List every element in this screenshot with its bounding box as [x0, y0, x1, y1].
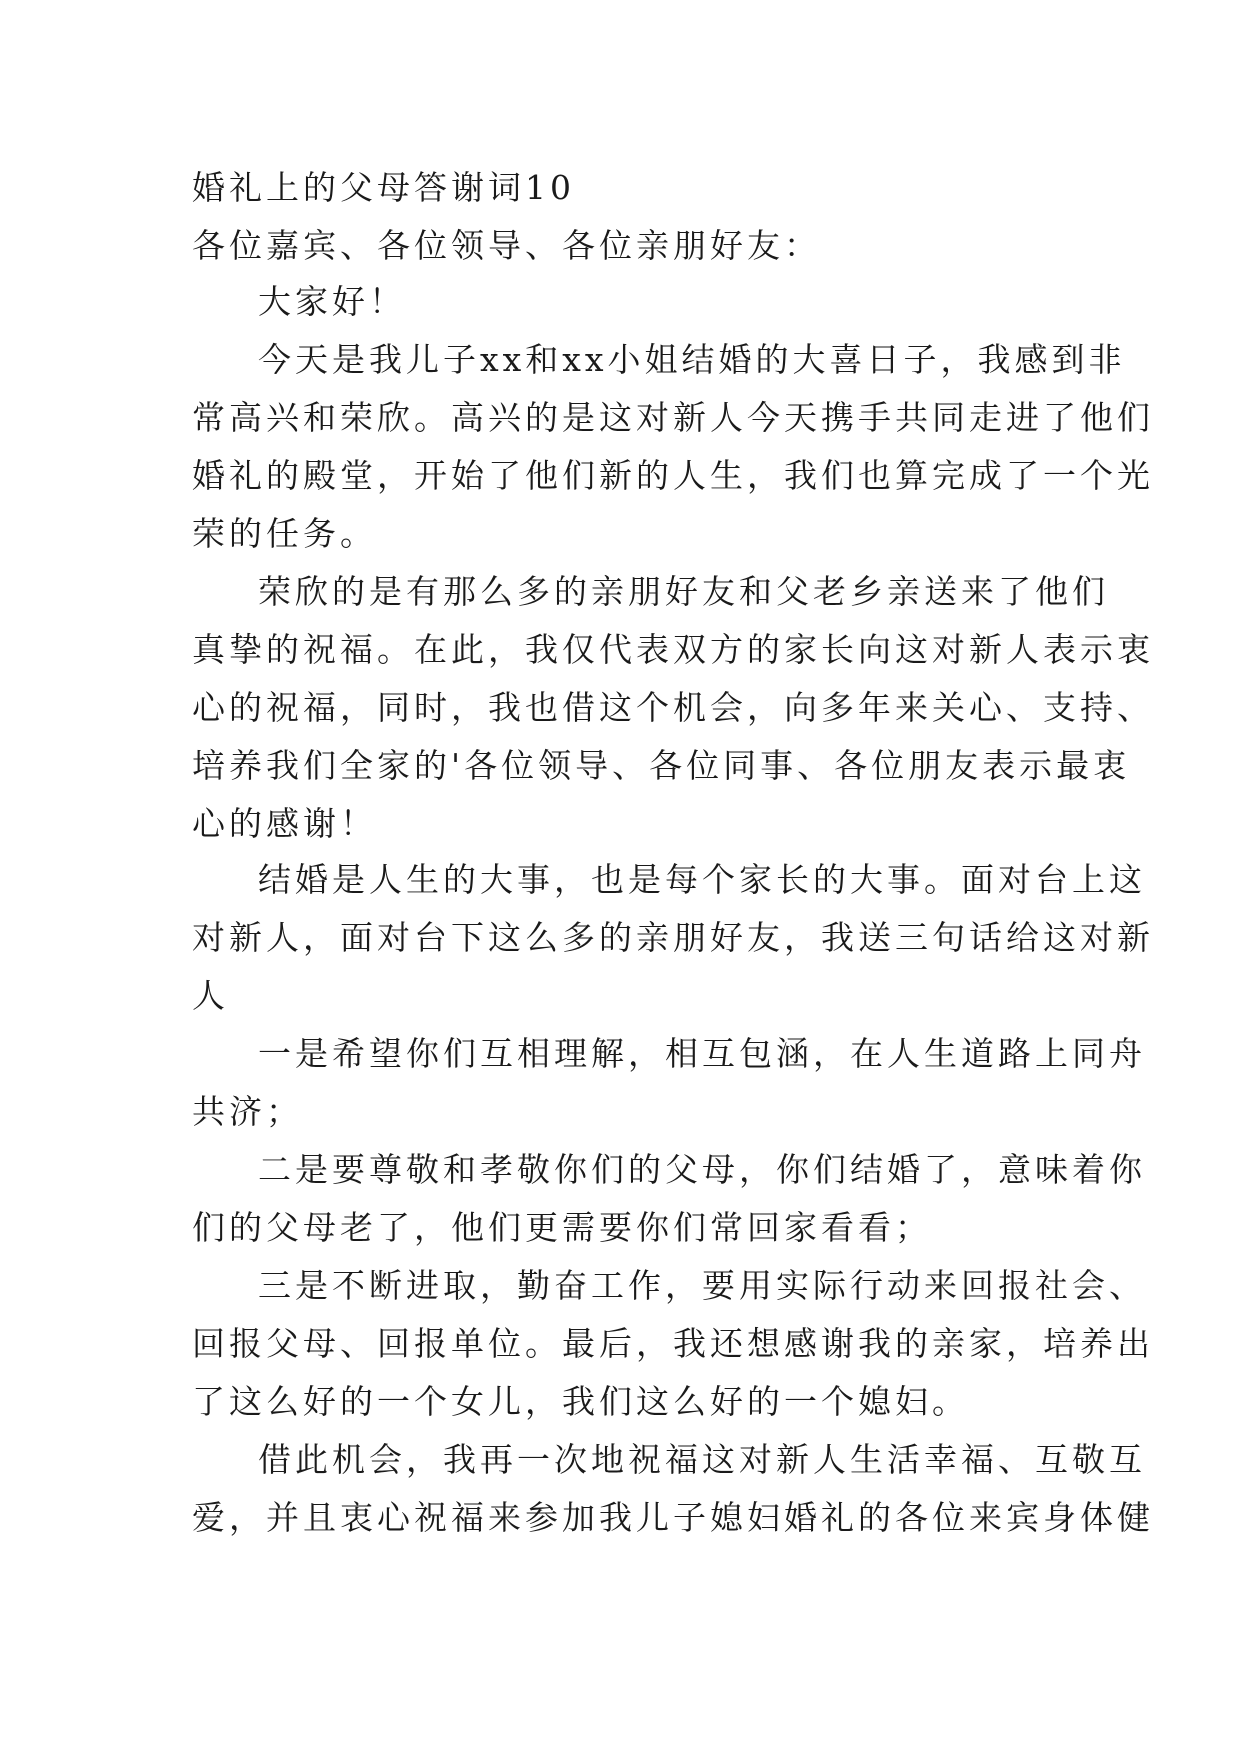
text-line: 对新人，面对台下这么多的亲朋好友，我送三句话给这对新	[192, 918, 1154, 957]
text-line: 借此机会，我再一次地祝福这对新人生活幸福、互敬互	[258, 1440, 1146, 1479]
text-line: 一是希望你们互相理解，相互包涵，在人生道路上同舟	[258, 1034, 1146, 1073]
text-line: 荣的任务。	[192, 514, 377, 553]
text-line: 人	[192, 976, 229, 1015]
salutation-line: 各位嘉宾、各位领导、各位亲朋好友：	[192, 226, 821, 265]
document-title: 婚礼上的父母答谢词10	[192, 168, 575, 207]
text-line: 培养我们全家的'各位领导、各位同事、各位朋友表示最衷	[192, 746, 1131, 785]
text-line: 结婚是人生的大事，也是每个家长的大事。面对台上这	[258, 860, 1146, 899]
text-line: 们的父母老了，他们更需要你们常回家看看；	[192, 1208, 932, 1247]
text-line: 心的祝福，同时，我也借这个机会，向多年来关心、支持、	[192, 688, 1154, 727]
text-line: 婚礼的殿堂，开始了他们新的人生，我们也算完成了一个光	[192, 456, 1154, 495]
greeting-line: 大家好！	[258, 282, 406, 321]
text-line: 回报父母、回报单位。最后，我还想感谢我的亲家，培养出	[192, 1324, 1154, 1363]
text-line: 常高兴和荣欣。高兴的是这对新人今天携手共同走进了他们	[192, 398, 1154, 437]
text-line: 爱，并且衷心祝福来参加我儿子媳妇婚礼的各位来宾身体健	[192, 1498, 1154, 1537]
text-line: 今天是我儿子xx和xx小姐结婚的大喜日子，我感到非	[258, 340, 1126, 379]
text-line: 二是要尊敬和孝敬你们的父母，你们结婚了，意味着你	[258, 1150, 1146, 1189]
text-line: 了这么好的一个女儿，我们这么好的一个媳妇。	[192, 1382, 969, 1421]
text-line: 真挚的祝福。在此，我仅代表双方的家长向这对新人表示衷	[192, 630, 1154, 669]
text-line: 心的感谢！	[192, 804, 377, 843]
text-line: 共济；	[192, 1092, 303, 1131]
text-line: 荣欣的是有那么多的亲朋好友和父老乡亲送来了他们	[258, 572, 1109, 611]
text-line: 三是不断进取，勤奋工作，要用实际行动来回报社会、	[258, 1266, 1146, 1305]
